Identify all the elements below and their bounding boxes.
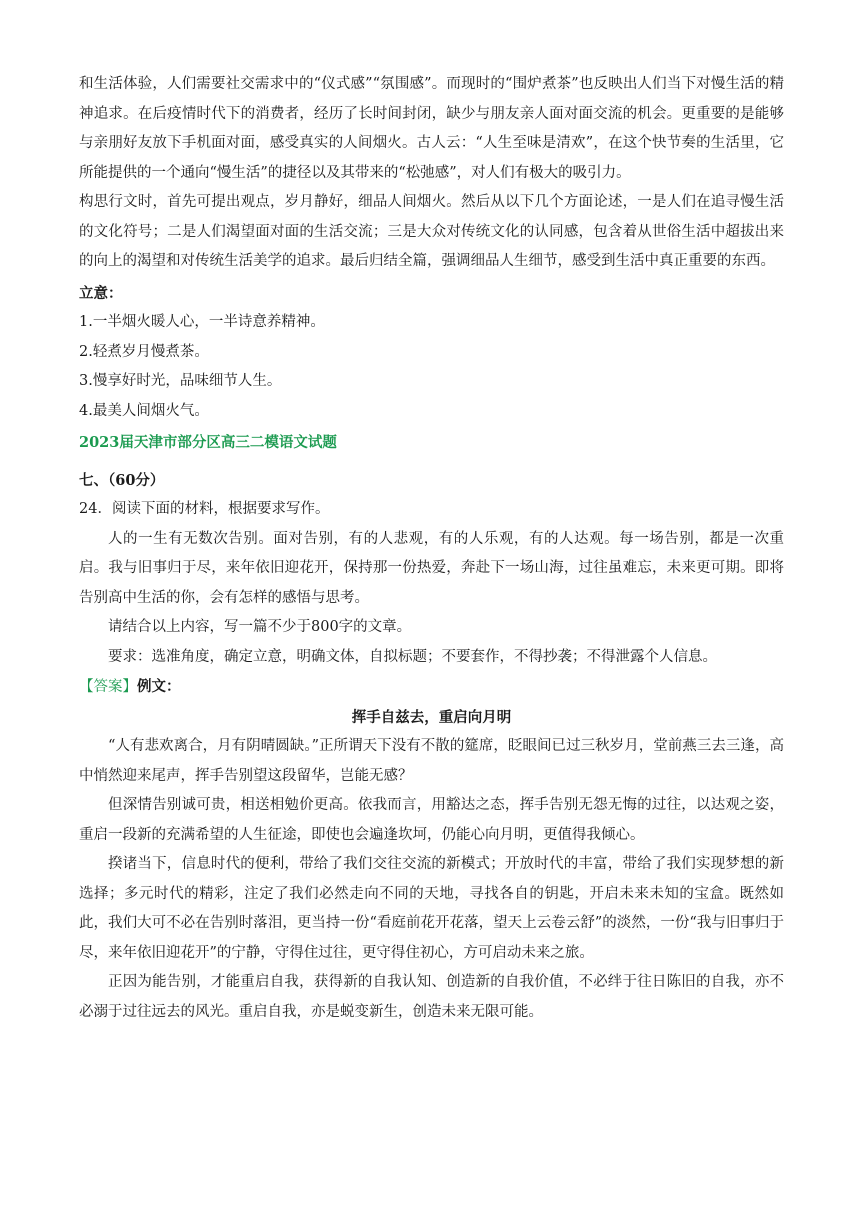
idea-item: 4.最美人间烟火气。 — [79, 402, 209, 419]
answer-line — [79, 672, 784, 703]
essay-paragraph: “人有悲欢离合，月有阴晴圆缺。”正所谓天下没有不散的筵席，眨眼间已过三秋岁月，堂前燕三去三逢，高中悄然迎来尾声，挥手告别望这段留华，岂能无感？ — [79, 738, 784, 784]
essay-title: 挥手自兹去，重启向月明 — [351, 708, 512, 726]
answer-tag: 【答案】 — [79, 679, 137, 695]
idea-item: 2.轻煮岁月慢煮茶。 — [79, 343, 209, 360]
analysis-paragraph-2: 构思行文时，首先可提出观点，岁月静好，细品人间烟火。然后从以下几个方面论述，一是人们在追寻慢生活的文化符号；二是人们渴望面对面的生活交流；三是大众对传统文化的认同感，包含着从世俗生活中超拔出来的向上的渴望和对传统生活美学的追求。最后归结全篇，强调细品人生细节，感受到生活中真正重要的东西。 — [79, 194, 784, 269]
answer-label: 例文： — [137, 678, 181, 695]
idea-item: 1.一半烟火暖人心，一半诗意养精神。 — [79, 314, 325, 330]
analysis-paragraph-1: 和生活体验，人们需要社交需求中的“仪式感”“氛围感”。而现时的“围炉煮茶”也反映出人们当下对慢生活的精神追求。在后疫情时代下的消费者，经历了长时间封闭，缺少与朋友亲人面对面交流的机会。更重要的是能够与亲朋好友放下手机面对面，感受真实的人间烟火。古人云：“人生至味是清欢”，在这个快节奏的生活里，它所能提供的一个通向“慢生活”的捷径以及其带来的“松弛感”，对人们有极大的吸引力。 — [79, 76, 784, 181]
question-instruction: 请结合以上内容，写一篇不少于800字的文章。 — [108, 619, 412, 635]
section-heading: 七、（60分） — [79, 471, 165, 489]
essay-paragraph: 正因为能告别，才能重启自我，获得新的自我认知、创造新的自我价值，不必绊于往日陈旧的自我，亦不必溺于过往远去的风光。重启自我，亦是蜕变新生，创造未来无限可能。 — [79, 974, 784, 1020]
question-material: 人的一生有无数次告别。面对告别，有的人悲观，有的人乐观，有的人达观。每一场告别，都是一次重启。我与旧事归于尽，来年依旧迎花开，保持那一份热爱，奔赴下一场山海，过往虽难忘，未来更可期。即将告别高中生活的你，会有怎样的感悟与思考。 — [79, 530, 784, 606]
essay-paragraph: 但深情告别诚可贵，相送相勉价更高。依我而言，用豁达之态，挥手告别无怨无悔的过往，以达观之姿，重启一段新的充满希望的人生征途，即使也会遍逢坎坷，仍能心向月明，更值得我倾心。 — [79, 797, 784, 843]
exam-title: 2023届天津市部分区高三二模语文试题 — [79, 434, 337, 451]
document-body — [79, 70, 784, 1027]
question-prompt: 24．阅读下面的材料，根据要求写作。 — [79, 501, 330, 517]
essay-paragraph: 揆诸当下，信息时代的便利，带给了我们交往交流的新模式；开放时代的丰富，带给了我们实现梦想的新选择；多元时代的精彩，注定了我们必然走向不同的天地，寻找各自的钥匙，开启未来未知的宝盒。既然如此，我们大可不必在告别时落泪，更当持一份“看庭前花开花落，望天上云卷云舒”的淡然，一份“我与旧事归于尽，来年依旧迎花开”的宁静，守得住过往，更守得住初心，方可启动未来之旅。 — [79, 856, 784, 961]
idea-item: 3.慢享好时光，品味细节人生。 — [79, 373, 282, 389]
ideas-list — [79, 308, 784, 426]
question-requirements: 要求：选准角度，确定立意，明确文体，自拟标题；不要套作，不得抄袭；不得泄露个人信息。 — [108, 648, 717, 665]
ideas-heading: 立意： — [79, 284, 123, 302]
